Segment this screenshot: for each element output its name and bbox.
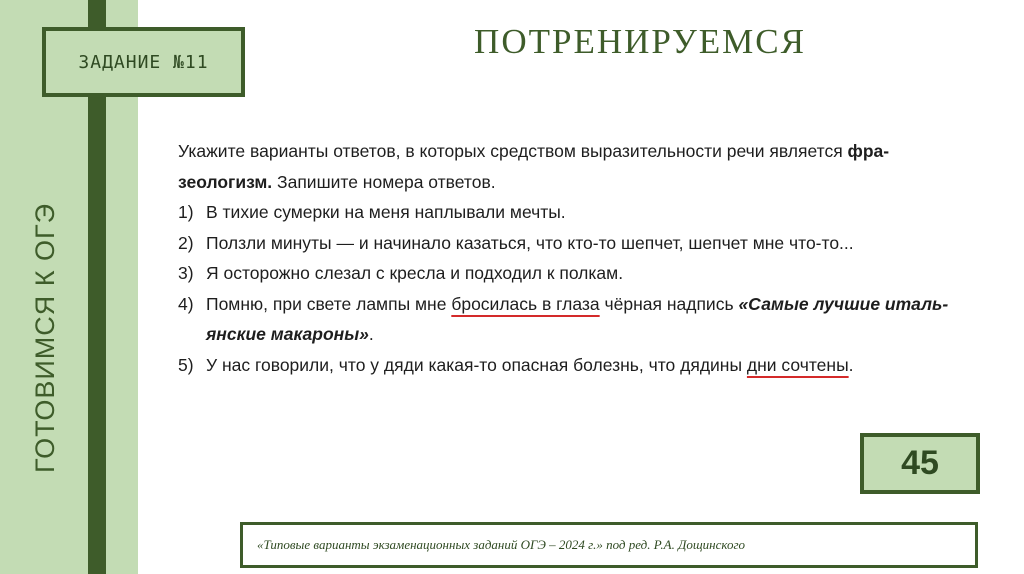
option-2: 2) Ползли минуты — и начинало казаться, что кто-то шепчет, шепчет мне что-то... bbox=[178, 232, 854, 253]
option-4: 4) Помню, при свете лампы мне бросилась в глаза чёрная надпись «Самые лучшие италь- bbox=[178, 293, 949, 314]
underlined-phrase: дни сочтены bbox=[746, 354, 849, 375]
source-box bbox=[240, 522, 978, 568]
task-label-box bbox=[42, 27, 245, 97]
sidebar-vertical-title: ГОТОВИМСЯ К ОГЭ bbox=[30, 202, 60, 474]
underlined-phrase: бросилась в глаза bbox=[451, 293, 600, 314]
answer-box bbox=[860, 433, 980, 494]
question-line-2: зеологизм. Запишите номера ответов. bbox=[178, 171, 496, 192]
page-title: ПОТРЕНИРУЕМСЯ bbox=[474, 22, 806, 61]
question-line-1: Укажите варианты ответов, в которых средством выразительности речи является фра- bbox=[178, 141, 890, 161]
exercise-content bbox=[178, 136, 988, 380]
source-citation: «Типовые варианты экзаменационных заданий ОГЭ – 2024 г.» под ред. Р.А. Дощинского bbox=[257, 537, 746, 552]
option-5: 5) У нас говорили, что у дяди какая-то опасная болезнь, что дядины дни сочтены. bbox=[178, 354, 854, 375]
option-1: 1) В тихие сумерки на меня наплывали мечты. bbox=[178, 202, 566, 222]
task-label: ЗАДАНИЕ №11 bbox=[78, 51, 209, 73]
option-4-continued: янские макароны». bbox=[206, 324, 374, 344]
option-3: 3) Я осторожно слезал с кресла и подходил к полкам. bbox=[178, 263, 624, 283]
answer-value: 45 bbox=[901, 444, 939, 482]
